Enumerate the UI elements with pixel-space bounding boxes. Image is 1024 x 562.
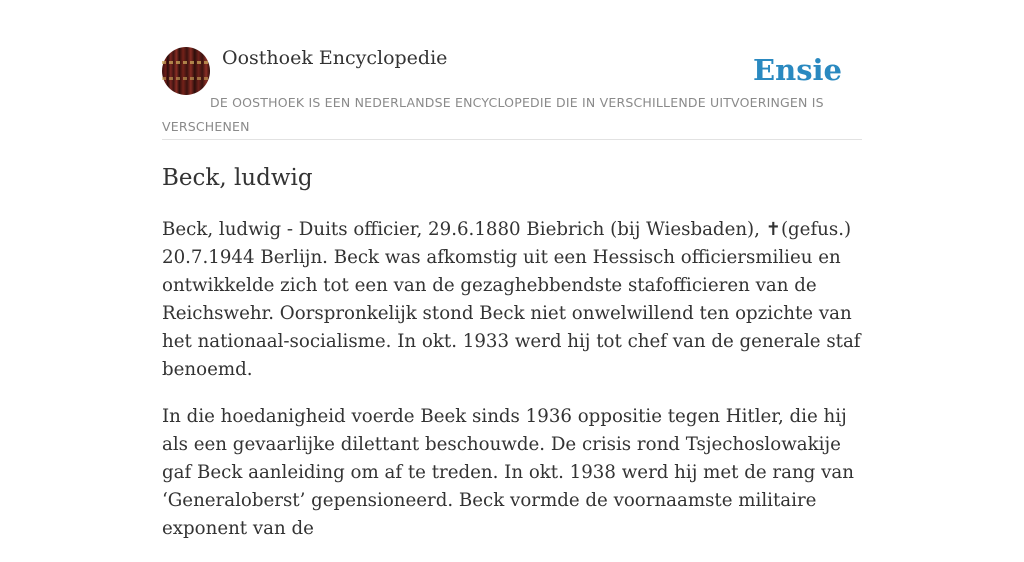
article-body bbox=[162, 216, 862, 562]
site-name-link[interactable]: Oosthoek Encyclopedie bbox=[222, 47, 448, 69]
site-tagline: DE OOSTHOEK IS EEN NEDERLANDSE ENCYCLOPEDIE DIE IN VERSCHILLENDE UITVOERINGEN IS VERSCHENEN bbox=[162, 95, 824, 134]
encyclopedia-books-icon[interactable] bbox=[162, 47, 210, 95]
ensie-logo-link[interactable]: Ensie bbox=[753, 53, 842, 87]
article-paragraph-1: Beck, ludwig - Duits officier, 29.6.1880 Biebrich (bij Wiesbaden), ✝(gefus.) 20.7.1944 Berlijn. Beck was afkomstig uit een Hessisch officiersmilieu en ontwikkelde zich tot een van de gezaghebbendste stafofficieren van de Reichswehr. Oorspronkelijk stond Beck niet onwelwillend ten opzichte van het nationaal-socialisme. In okt. 1933 werd hij tot chef van de generale staf benoemd. bbox=[162, 219, 861, 380]
header-divider bbox=[162, 139, 862, 140]
article-paragraph-2: In die hoedanigheid voerde Beek sinds 1936 oppositie tegen Hitler, die hij als een gevaarlijke dilettant beschouwde. De crisis rond Tsjechoslowakije gaf Beck aanleiding om af te treden. In okt. 1938 werd hij met de rang van ‘Generaloberst’ gepensioneerd. Beck vormde de voornaamste militaire exponent van de bbox=[162, 406, 854, 539]
article-title: Beck, ludwig bbox=[162, 165, 313, 191]
